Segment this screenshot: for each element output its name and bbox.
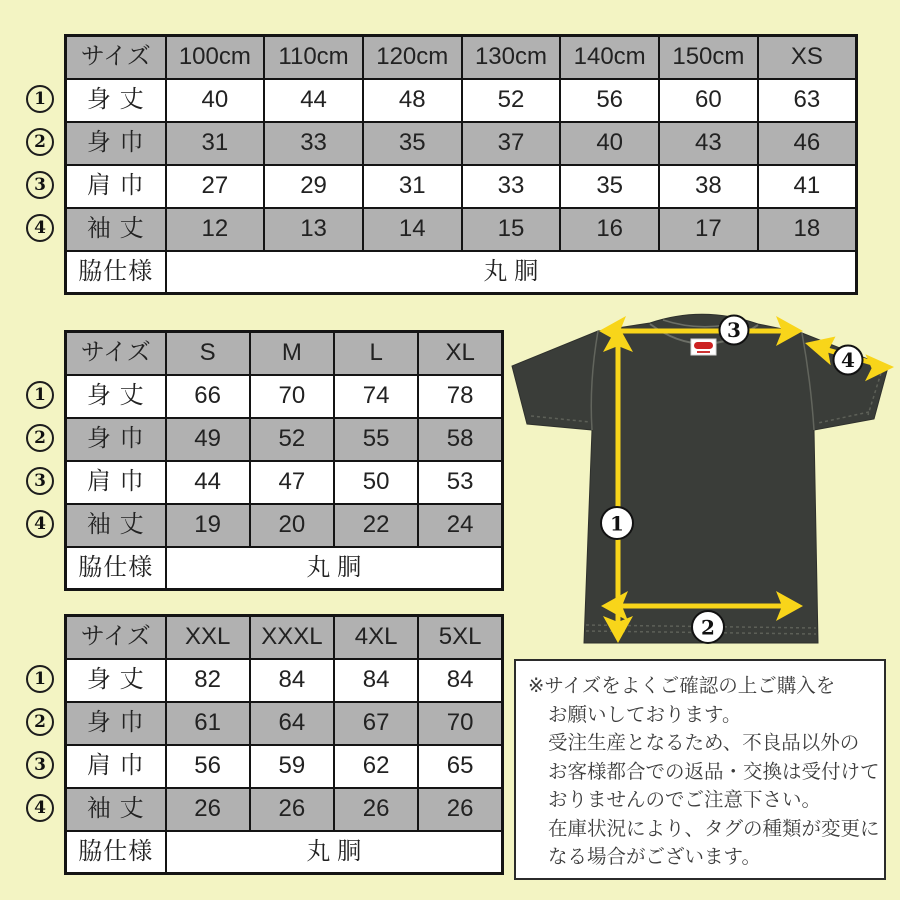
size-table-kids bbox=[64, 34, 858, 295]
size-column-header: 120cm bbox=[363, 36, 462, 79]
size-value-cell: 70 bbox=[250, 375, 334, 418]
size-value-cell: 19 bbox=[166, 504, 250, 547]
size-value-cell: 27 bbox=[166, 165, 265, 208]
row-label: 身 巾 bbox=[66, 418, 166, 461]
shirt-label-2 bbox=[692, 611, 724, 643]
size-value-cell: 18 bbox=[758, 208, 857, 251]
row-label: 肩 巾 bbox=[66, 165, 166, 208]
measurement-row bbox=[66, 702, 503, 745]
side-spec-label: 脇仕様 bbox=[66, 547, 166, 590]
size-value-cell: 59 bbox=[250, 745, 334, 788]
size-value-cell: 56 bbox=[166, 745, 250, 788]
svg-text:3: 3 bbox=[727, 318, 741, 342]
size-column-header: 110cm bbox=[264, 36, 363, 79]
shirt-label-4 bbox=[834, 346, 863, 375]
size-value-cell: 55 bbox=[334, 418, 418, 461]
size-value-cell: 22 bbox=[334, 504, 418, 547]
size-value-cell: 12 bbox=[166, 208, 265, 251]
size-value-cell: 15 bbox=[462, 208, 561, 251]
row-marker-circle: 2 bbox=[26, 128, 54, 156]
size-value-cell: 43 bbox=[659, 122, 758, 165]
size-header-label: サイズ bbox=[66, 332, 166, 375]
row-marker-circle: 1 bbox=[26, 381, 54, 409]
row-label: 身 巾 bbox=[66, 122, 166, 165]
note-line: 在庫状況により、タグの種類が変更に bbox=[548, 817, 880, 840]
row-marker-circle: 3 bbox=[26, 751, 54, 779]
size-value-cell: 82 bbox=[166, 659, 250, 702]
size-value-cell: 78 bbox=[418, 375, 502, 418]
side-spec-value: 丸 胴 bbox=[166, 831, 503, 874]
row-markers-big bbox=[25, 657, 55, 829]
size-column-header: 130cm bbox=[462, 36, 561, 79]
tshirt-graphic bbox=[500, 303, 900, 655]
row-label: 身 丈 bbox=[66, 659, 166, 702]
shirt-label-3 bbox=[720, 316, 749, 345]
tshirt-measurement-diagram bbox=[500, 303, 900, 655]
size-value-cell: 52 bbox=[462, 79, 561, 122]
side-spec-value: 丸 胴 bbox=[166, 251, 857, 294]
measurement-row bbox=[66, 745, 503, 788]
row-label: 袖 丈 bbox=[66, 208, 166, 251]
size-value-cell: 41 bbox=[758, 165, 857, 208]
row-marker-circle: 3 bbox=[26, 467, 54, 495]
side-spec-value: 丸 胴 bbox=[166, 547, 503, 590]
row-marker-circle: 3 bbox=[26, 171, 54, 199]
size-value-cell: 46 bbox=[758, 122, 857, 165]
side-spec-row bbox=[66, 547, 503, 590]
size-value-cell: 84 bbox=[250, 659, 334, 702]
size-column-header: XXXL bbox=[250, 616, 334, 659]
brand-tag-icon bbox=[691, 339, 716, 355]
size-value-cell: 29 bbox=[264, 165, 363, 208]
size-column-header: 140cm bbox=[560, 36, 659, 79]
size-value-cell: 38 bbox=[659, 165, 758, 208]
size-value-cell: 17 bbox=[659, 208, 758, 251]
size-value-cell: 26 bbox=[166, 788, 250, 831]
size-column-header: 100cm bbox=[166, 36, 265, 79]
size-value-cell: 26 bbox=[418, 788, 502, 831]
size-value-cell: 47 bbox=[250, 461, 334, 504]
size-value-cell: 26 bbox=[334, 788, 418, 831]
size-value-cell: 58 bbox=[418, 418, 502, 461]
size-value-cell: 49 bbox=[166, 418, 250, 461]
size-value-cell: 84 bbox=[334, 659, 418, 702]
size-column-header: L bbox=[334, 332, 418, 375]
size-value-cell: 53 bbox=[418, 461, 502, 504]
size-column-header: XXL bbox=[166, 616, 250, 659]
measurement-row bbox=[66, 788, 503, 831]
row-marker-circle: 1 bbox=[26, 85, 54, 113]
svg-text:2: 2 bbox=[701, 615, 715, 640]
size-value-cell: 37 bbox=[462, 122, 561, 165]
measurement-row bbox=[66, 208, 857, 251]
row-markers-adult bbox=[25, 373, 55, 545]
size-value-cell: 50 bbox=[334, 461, 418, 504]
size-value-cell: 13 bbox=[264, 208, 363, 251]
side-spec-row bbox=[66, 831, 503, 874]
size-column-header: S bbox=[166, 332, 250, 375]
size-column-header: 4XL bbox=[334, 616, 418, 659]
size-column-header: M bbox=[250, 332, 334, 375]
svg-text:4: 4 bbox=[841, 348, 855, 372]
size-value-cell: 20 bbox=[250, 504, 334, 547]
size-column-header: XS bbox=[758, 36, 857, 79]
size-value-cell: 14 bbox=[363, 208, 462, 251]
size-value-cell: 44 bbox=[264, 79, 363, 122]
row-marker-circle: 2 bbox=[26, 424, 54, 452]
size-header-label: サイズ bbox=[66, 36, 166, 79]
size-value-cell: 26 bbox=[250, 788, 334, 831]
row-label: 肩 巾 bbox=[66, 461, 166, 504]
size-value-cell: 70 bbox=[418, 702, 502, 745]
size-value-cell: 33 bbox=[462, 165, 561, 208]
measurement-row bbox=[66, 79, 857, 122]
row-marker-circle: 4 bbox=[26, 214, 54, 242]
row-label: 袖 丈 bbox=[66, 504, 166, 547]
size-value-cell: 63 bbox=[758, 79, 857, 122]
size-value-cell: 65 bbox=[418, 745, 502, 788]
note-line: 受注生産となるため、不良品以外の bbox=[548, 732, 860, 754]
tshirt-body bbox=[512, 314, 888, 643]
measurement-row bbox=[66, 122, 857, 165]
measurement-row bbox=[66, 504, 503, 547]
size-table-adult bbox=[64, 330, 504, 591]
row-marker-circle: 4 bbox=[26, 794, 54, 822]
measurement-row bbox=[66, 418, 503, 461]
note-line: お客様都合での返品・交換は受付けて bbox=[548, 760, 880, 783]
size-value-cell: 40 bbox=[560, 122, 659, 165]
size-value-cell: 31 bbox=[166, 122, 265, 165]
size-value-cell: 64 bbox=[250, 702, 334, 745]
size-value-cell: 31 bbox=[363, 165, 462, 208]
size-value-cell: 52 bbox=[250, 418, 334, 461]
measurement-row bbox=[66, 461, 503, 504]
size-value-cell: 60 bbox=[659, 79, 758, 122]
row-label: 身 丈 bbox=[66, 375, 166, 418]
size-value-cell: 16 bbox=[560, 208, 659, 251]
side-spec-label: 脇仕様 bbox=[66, 831, 166, 874]
size-value-cell: 44 bbox=[166, 461, 250, 504]
size-value-cell: 33 bbox=[264, 122, 363, 165]
size-value-cell: 62 bbox=[334, 745, 418, 788]
row-label: 肩 巾 bbox=[66, 745, 166, 788]
shirt-label-1 bbox=[601, 507, 633, 539]
size-value-cell: 67 bbox=[334, 702, 418, 745]
side-spec-label: 脇仕様 bbox=[66, 251, 166, 294]
size-value-cell: 35 bbox=[560, 165, 659, 208]
note-line: おりませんのでご注意下さい。 bbox=[548, 789, 822, 811]
measurement-row bbox=[66, 375, 503, 418]
row-label: 身 巾 bbox=[66, 702, 166, 745]
svg-text:1: 1 bbox=[610, 511, 624, 536]
row-marker-circle: 4 bbox=[26, 510, 54, 538]
note-line: ※サイズをよくご確認の上ご購入を bbox=[528, 675, 836, 697]
size-header-label: サイズ bbox=[66, 616, 166, 659]
purchase-note-box bbox=[514, 659, 886, 880]
size-column-header: XL bbox=[418, 332, 502, 375]
measurement-row bbox=[66, 659, 503, 702]
size-value-cell: 61 bbox=[166, 702, 250, 745]
size-value-cell: 66 bbox=[166, 375, 250, 418]
size-table-big bbox=[64, 614, 504, 875]
size-value-cell: 24 bbox=[418, 504, 502, 547]
size-value-cell: 56 bbox=[560, 79, 659, 122]
size-value-cell: 40 bbox=[166, 79, 265, 122]
size-value-cell: 74 bbox=[334, 375, 418, 418]
measurement-row bbox=[66, 165, 857, 208]
note-line: なる場合がございます。 bbox=[548, 846, 761, 868]
side-spec-row bbox=[66, 251, 857, 294]
size-column-header: 5XL bbox=[418, 616, 502, 659]
size-column-header: 150cm bbox=[659, 36, 758, 79]
size-value-cell: 35 bbox=[363, 122, 462, 165]
row-label: 身 丈 bbox=[66, 79, 166, 122]
row-marker-circle: 2 bbox=[26, 708, 54, 736]
note-line: お願いしております。 bbox=[548, 703, 742, 726]
size-value-cell: 48 bbox=[363, 79, 462, 122]
size-value-cell: 84 bbox=[418, 659, 502, 702]
row-marker-circle: 1 bbox=[26, 665, 54, 693]
row-label: 袖 丈 bbox=[66, 788, 166, 831]
row-markers-kids bbox=[25, 77, 55, 249]
